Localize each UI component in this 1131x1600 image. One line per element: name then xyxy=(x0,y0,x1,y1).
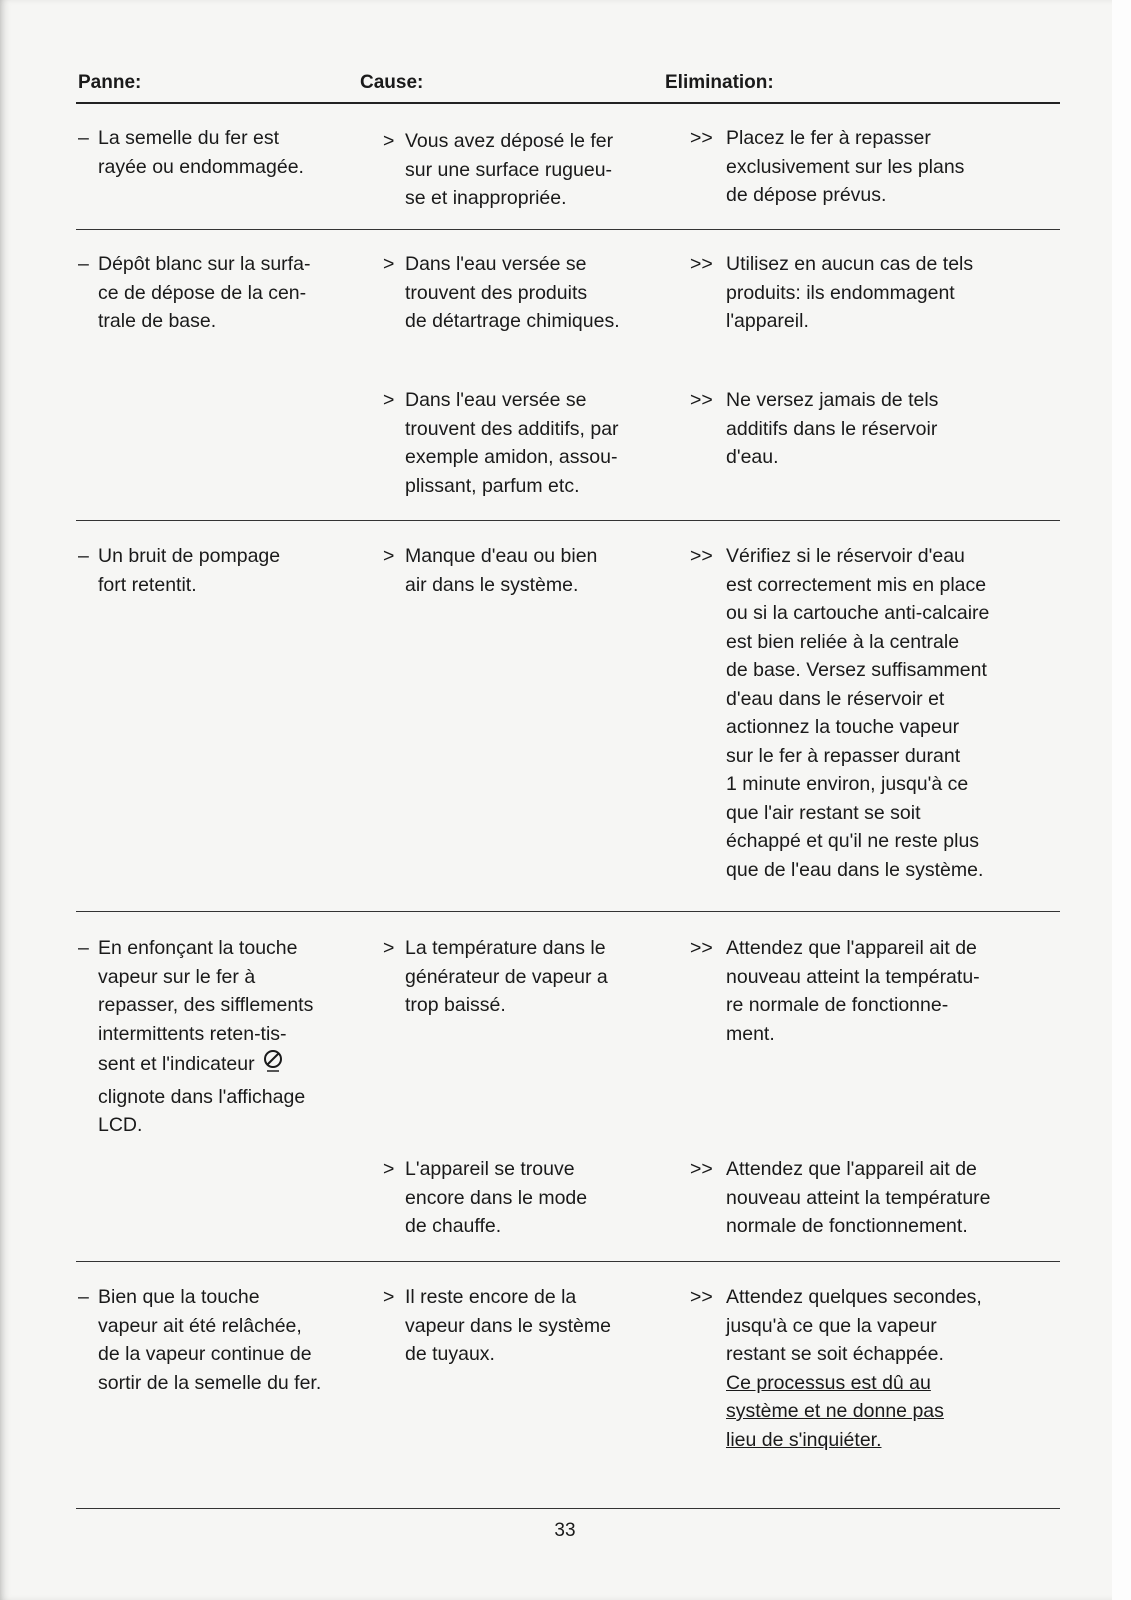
page-gutter xyxy=(1112,0,1131,1600)
dash-marker: – xyxy=(78,545,89,567)
dash-marker: – xyxy=(78,937,89,959)
page-number: 33 xyxy=(554,1520,576,1541)
row-7-elimination: >> Attendez quelques secondes, jusqu'à ce que la vapeur restant se soit échappée. Ce processus est dû au système et ne donne pas lieu de s'inquiéter. xyxy=(690,1283,1045,1454)
row-2-elimination: >> Utilisez en aucun cas de tels produits: ils endommagent l'appareil. xyxy=(690,250,1045,336)
row-3-elimination: >> Ne versez jamais de tels additifs dans le réservoir d'eau. xyxy=(690,386,1045,472)
cause-marker: > xyxy=(383,1158,395,1180)
header-rule xyxy=(76,102,1060,104)
row-1-panne: – La semelle du fer est rayée ou endommagée. xyxy=(78,124,358,181)
row-5-panne: – En enfonçant la touche vapeur sur le fer à repasser, des sifflements intermittents reten-tis- sent et l'indicateur clignote dans l'affichage LCD. xyxy=(78,934,358,1140)
row-5-elimination: >> Attendez que l'appareil ait de nouveau atteint la températu- re normale de fonctionne- ment. xyxy=(690,934,1045,1048)
cause-marker: > xyxy=(383,130,395,152)
row-4-elimination: >> Vérifiez si le réservoir d'eau est correctement mis en place ou si la cartouche anti-calcaire est bien reliée à la centrale de base. Versez suffisamment d'eau dans le réservoir et actionnez la touche vapeur sur le fer à repasser durant 1 minute environ, jusqu'à ce que l'air restant se soit échappé et qu'il ne reste plus que de l'eau dans le système. xyxy=(690,542,1045,884)
row-7-panne: – Bien que la touche vapeur ait été relâchée, de la vapeur continue de sortir de la semelle du fer. xyxy=(78,1283,358,1397)
row-5-cause: > La température dans le générateur de vapeur a trop baissé. xyxy=(383,934,673,1020)
row-divider xyxy=(76,1261,1060,1262)
elimination-marker: >> xyxy=(690,1158,713,1180)
elimination-marker: >> xyxy=(690,389,713,411)
dash-marker: – xyxy=(78,253,89,275)
table-header xyxy=(78,72,1058,102)
row-7-cause: > Il reste encore de la vapeur dans le système de tuyaux. xyxy=(383,1283,673,1369)
dash-marker: – xyxy=(78,127,89,149)
dash-marker: – xyxy=(78,1286,89,1308)
elimination-marker: >> xyxy=(690,545,713,567)
row-4-cause: > Manque d'eau ou bien air dans le système. xyxy=(383,542,673,599)
elimination-marker: >> xyxy=(690,937,713,959)
header-panne: Panne: xyxy=(78,72,142,93)
header-cause: Cause: xyxy=(360,72,424,93)
cause-marker: > xyxy=(383,1286,395,1308)
elimination-marker: >> xyxy=(690,253,713,275)
row-divider xyxy=(76,229,1060,230)
row-6-elimination: >> Attendez que l'appareil ait de nouveau atteint la température normale de fonctionnement. xyxy=(690,1155,1045,1241)
elimination-marker: >> xyxy=(690,1286,713,1308)
row-1-cause: > Vous avez déposé le fer sur une surface rugueu- se et inappropriée. xyxy=(383,127,673,213)
cause-marker: > xyxy=(383,545,395,567)
cause-marker: > xyxy=(383,389,395,411)
elimination-marker: >> xyxy=(690,127,713,149)
row-3-cause: > Dans l'eau versée se trouvent des additifs, par exemple amidon, assou- plissant, parfum etc. xyxy=(383,386,673,500)
row-divider xyxy=(76,520,1060,521)
row-divider xyxy=(76,911,1060,912)
footer-rule xyxy=(76,1508,1060,1509)
steam-indicator-icon xyxy=(261,1048,285,1083)
row-4-panne: – Un bruit de pompage fort retentit. xyxy=(78,542,358,599)
cause-marker: > xyxy=(383,253,395,275)
elimination-note: Ce processus est dû au système et ne donne pas lieu de s'inquiéter. xyxy=(726,1371,944,1451)
header-elimination: Elimination: xyxy=(665,72,774,93)
cause-marker: > xyxy=(383,937,395,959)
row-2-panne: – Dépôt blanc sur la surfa- ce de dépose de la cen- trale de base. xyxy=(78,250,358,336)
row-1-elimination: >> Placez le fer à repasser exclusivement sur les plans de dépose prévus. xyxy=(690,124,1045,210)
row-2-cause: > Dans l'eau versée se trouvent des produits de détartrage chimiques. xyxy=(383,250,673,336)
row-6-cause: > L'appareil se trouve encore dans le mode de chauffe. xyxy=(383,1155,673,1241)
